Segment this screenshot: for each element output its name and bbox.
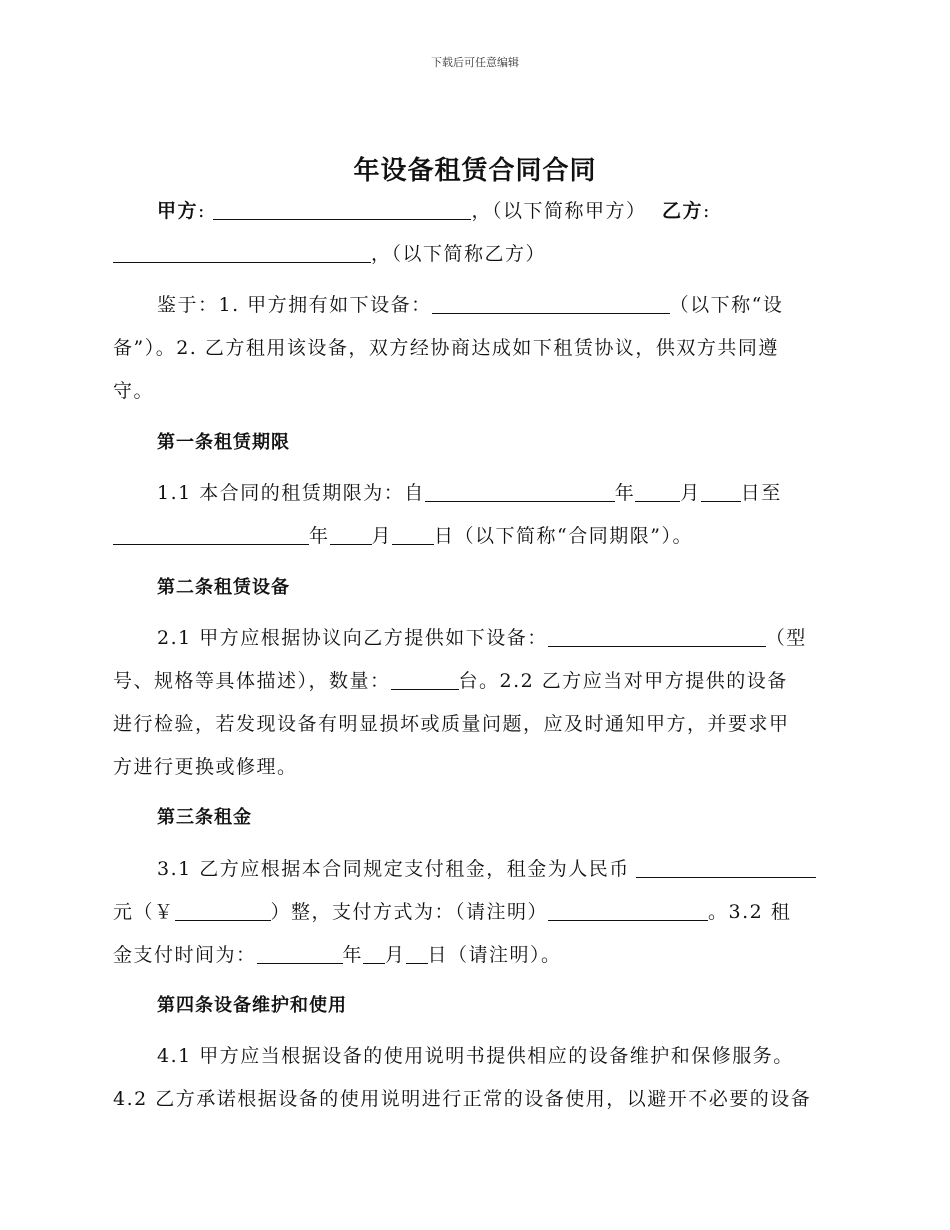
year-label: 年 — [342, 944, 364, 966]
quantity-text: 号、规格等具体描述），数量： — [113, 670, 391, 692]
rmb-text: 元（￥ — [113, 901, 175, 923]
quantity-blank — [391, 670, 459, 690]
end-month-blank — [330, 525, 372, 545]
month-label: 月 — [680, 482, 701, 504]
equipment-blank — [432, 294, 670, 314]
payment-year-blank — [257, 944, 343, 964]
party-b-line — [113, 242, 838, 266]
party-a-label: 甲方 — [157, 200, 199, 222]
equipment-text: 2.1 甲方应根据协议向乙方提供如下设备： — [157, 627, 548, 649]
article-4-heading: 第四条设备维护和使用 — [157, 995, 347, 1016]
article-2-heading: 第二条租赁设备 — [157, 577, 290, 598]
page-header-note: 下载后可任意编辑 — [431, 56, 519, 69]
article-1-line-2 — [113, 524, 838, 548]
party-b-alias: ，（以下简称乙方） — [371, 243, 547, 265]
lease-term-text: 1.1 本合同的租赁期限为：自 — [157, 482, 425, 504]
end-day-blank — [392, 525, 434, 545]
payment-method-blank — [548, 901, 708, 921]
party-a-line — [157, 199, 882, 223]
end-year-blank — [113, 525, 309, 545]
article-3-line-1 — [157, 857, 882, 881]
start-year-blank — [425, 482, 615, 502]
payment-text-post: 。3.2 租 — [708, 901, 792, 923]
article-2-line-1 — [157, 626, 882, 650]
preamble-line-2: 备”）。2. 乙方租用该设备，双方经协商达成如下租赁协议，供双方共同遵 — [113, 337, 779, 359]
party-a-blank — [213, 200, 471, 220]
year-label: 年 — [309, 525, 330, 547]
rmb-amount-blank — [175, 901, 271, 921]
article-2-line-3: 进行检验，若发现设备有明显损坏或质量问题，应及时通知甲方，并要求甲 — [113, 713, 790, 735]
month-label: 月 — [385, 944, 406, 966]
article-3-line-3 — [113, 943, 838, 967]
rent-text: 3.1 乙方应根据本合同规定支付租金，租金为人民币 — [157, 858, 630, 880]
article-3-heading: 第三条租金 — [157, 807, 252, 828]
start-month-blank — [635, 482, 680, 502]
payment-time-text-post: 日（请注明）。 — [427, 944, 562, 966]
year-label: 年 — [614, 482, 636, 504]
article-3-line-2 — [113, 900, 838, 924]
start-day-blank — [701, 482, 741, 502]
document-title: 年设备租赁合同合同 — [353, 156, 597, 186]
article-4-line-1: 4.1 甲方应当根据设备的使用说明书提供相应的设备维护和保修服务。 — [157, 1045, 794, 1067]
payment-month-blank — [363, 944, 385, 964]
day-to-label: 日至 — [740, 482, 782, 504]
equipment-desc-blank — [548, 627, 766, 647]
rent-amount-blank — [636, 858, 816, 878]
preamble-line-3: 守。 — [113, 380, 155, 402]
party-b-colon: : — [703, 200, 711, 222]
article-4-line-2: 4.2 乙方承诺根据设备的使用说明进行正常的设备使用，以避开不必要的设备 — [113, 1088, 812, 1110]
month-label: 月 — [371, 525, 393, 547]
preamble-line-1 — [157, 293, 882, 317]
payment-method-text: ）整，支付方式为：（请注明） — [270, 901, 549, 923]
preamble-text-post: （以下称“设 — [669, 294, 784, 316]
party-a-alias: ，（以下简称甲方） — [471, 200, 647, 222]
party-b-blank — [113, 243, 371, 263]
article-2-line-2 — [113, 669, 838, 693]
contract-term-text: 日（以下简称“合同期限”）。 — [434, 525, 693, 547]
preamble-text: 鉴于：1. 甲方拥有如下设备： — [157, 294, 432, 316]
equipment-text-post: （型 — [765, 627, 807, 649]
article-1-line-1 — [157, 481, 882, 505]
article-2-line-4: 方进行更换或修理。 — [113, 756, 298, 778]
article-1-heading: 第一条租赁期限 — [157, 432, 290, 453]
quantity-text-post: 台。2.2 乙方应当对甲方提供的设备 — [458, 670, 788, 692]
payment-time-text: 金支付时间为： — [113, 944, 257, 966]
payment-day-blank — [406, 944, 428, 964]
party-b-label: 乙方 — [662, 200, 704, 222]
party-a-colon: : — [198, 200, 206, 222]
